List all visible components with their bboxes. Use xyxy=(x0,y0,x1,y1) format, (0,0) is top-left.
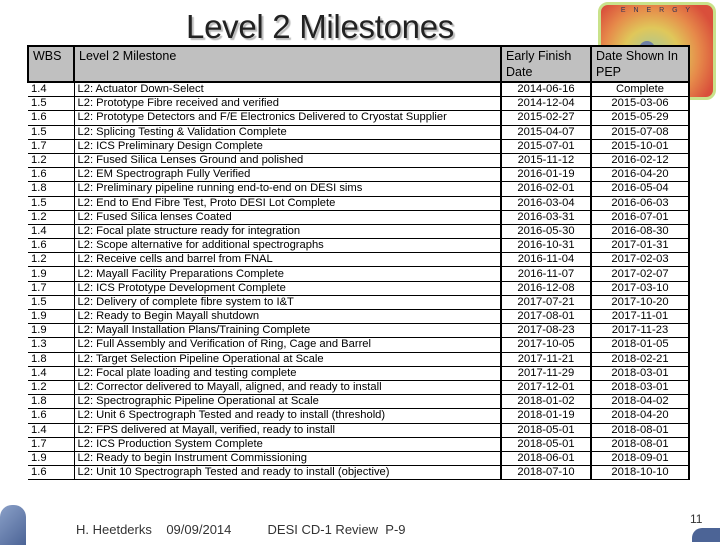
table-row xyxy=(28,466,689,480)
wbs-cell: 1.7 xyxy=(28,139,74,153)
early-finish-cell: 2015-04-07 xyxy=(501,125,591,139)
pep-date-cell: 2016-07-01 xyxy=(591,210,689,224)
pep-date-cell: 2018-09-01 xyxy=(591,451,689,465)
wbs-cell: 1.8 xyxy=(28,395,74,409)
pep-date-cell: 2017-02-03 xyxy=(591,253,689,267)
milestone-cell: L2: Mayall Facility Preparations Complete xyxy=(74,267,501,281)
wbs-cell: 1.4 xyxy=(28,366,74,380)
pep-date-cell: 2018-03-01 xyxy=(591,380,689,394)
wbs-cell: 1.5 xyxy=(28,125,74,139)
pep-date-cell: Complete xyxy=(591,82,689,97)
header-early-finish: Early Finish Date xyxy=(501,46,591,82)
pep-date-cell: 2017-10-20 xyxy=(591,295,689,309)
milestone-cell: L2: Prototype Detectors and F/E Electronics Delivered to Cryostat Supplier xyxy=(74,111,501,125)
wbs-cell: 1.2 xyxy=(28,380,74,394)
milestone-cell: L2: Mayall Installation Plans/Training Complete xyxy=(74,324,501,338)
early-finish-cell: 2017-08-01 xyxy=(501,310,591,324)
pep-date-cell: 2018-08-01 xyxy=(591,423,689,437)
page-number: 11 xyxy=(690,512,703,526)
milestone-cell: L2: ICS Prototype Development Complete xyxy=(74,281,501,295)
table-row xyxy=(28,210,689,224)
pep-date-cell: 2018-03-01 xyxy=(591,366,689,380)
wbs-cell: 1.6 xyxy=(28,111,74,125)
table-row xyxy=(28,182,689,196)
table-row xyxy=(28,82,689,97)
wbs-cell: 1.6 xyxy=(28,239,74,253)
early-finish-cell: 2016-02-01 xyxy=(501,182,591,196)
pep-date-cell: 2017-03-10 xyxy=(591,281,689,295)
table-row xyxy=(28,253,689,267)
milestone-cell: L2: EM Spectrograph Fully Verified xyxy=(74,168,501,182)
wbs-cell: 1.9 xyxy=(28,267,74,281)
table-row xyxy=(28,338,689,352)
table-row xyxy=(28,125,689,139)
pep-date-cell: 2015-03-06 xyxy=(591,97,689,111)
table-row xyxy=(28,380,689,394)
wbs-cell: 1.2 xyxy=(28,210,74,224)
early-finish-cell: 2018-05-01 xyxy=(501,423,591,437)
table-row xyxy=(28,451,689,465)
milestone-cell: L2: Spectrographic Pipeline Operational at Scale xyxy=(74,395,501,409)
wbs-cell: 1.9 xyxy=(28,324,74,338)
milestone-cell: L2: Full Assembly and Verification of Ring, Cage and Barrel xyxy=(74,338,501,352)
wbs-cell: 1.8 xyxy=(28,352,74,366)
wbs-cell: 1.5 xyxy=(28,97,74,111)
early-finish-cell: 2018-07-10 xyxy=(501,466,591,480)
milestone-cell: L2: ICS Production System Complete xyxy=(74,437,501,451)
early-finish-cell: 2014-06-16 xyxy=(501,82,591,97)
table-row xyxy=(28,310,689,324)
table-row xyxy=(28,97,689,111)
wbs-cell: 1.7 xyxy=(28,281,74,295)
pep-date-cell: 2018-01-05 xyxy=(591,338,689,352)
milestone-cell: L2: Ready to begin Instrument Commissioning xyxy=(74,451,501,465)
early-finish-cell: 2016-12-08 xyxy=(501,281,591,295)
milestone-cell: L2: Prototype Fibre received and verified xyxy=(74,97,501,111)
wbs-cell: 1.4 xyxy=(28,423,74,437)
wbs-cell: 1.7 xyxy=(28,437,74,451)
milestone-cell: L2: Fused Silica lenses Coated xyxy=(74,210,501,224)
logo-lettering: E N E R G Y xyxy=(620,7,694,14)
early-finish-cell: 2016-01-19 xyxy=(501,168,591,182)
milestone-cell: L2: Receive cells and barrel from FNAL xyxy=(74,253,501,267)
pep-date-cell: 2016-05-04 xyxy=(591,182,689,196)
pep-date-cell: 2015-07-08 xyxy=(591,125,689,139)
milestone-cell: L2: Focal plate loading and testing complete xyxy=(74,366,501,380)
milestone-cell: L2: Unit 10 Spectrograph Tested and ready to install (objective) xyxy=(74,466,501,480)
pep-date-cell: 2016-02-12 xyxy=(591,153,689,167)
pep-date-cell: 2018-04-20 xyxy=(591,409,689,423)
pep-date-cell: 2017-11-23 xyxy=(591,324,689,338)
early-finish-cell: 2017-11-29 xyxy=(501,366,591,380)
pep-date-cell: 2018-10-10 xyxy=(591,466,689,480)
pep-date-cell: 2017-02-07 xyxy=(591,267,689,281)
wbs-cell: 1.5 xyxy=(28,295,74,309)
pep-date-cell: 2016-04-20 xyxy=(591,168,689,182)
table-row xyxy=(28,196,689,210)
milestone-cell: L2: Splicing Testing & Validation Complete xyxy=(74,125,501,139)
wbs-cell: 1.2 xyxy=(28,153,74,167)
table-row xyxy=(28,352,689,366)
footer-date: 09/09/2014 xyxy=(166,522,232,537)
early-finish-cell: 2018-01-19 xyxy=(501,409,591,423)
table-row xyxy=(28,366,689,380)
early-finish-cell: 2017-11-21 xyxy=(501,352,591,366)
milestone-cell: L2: Corrector delivered to Mayall, aligned, and ready to install xyxy=(74,380,501,394)
early-finish-cell: 2015-07-01 xyxy=(501,139,591,153)
early-finish-cell: 2014-12-04 xyxy=(501,97,591,111)
pep-date-cell: 2018-04-02 xyxy=(591,395,689,409)
milestone-cell: L2: FPS delivered at Mayall, verified, ready to install xyxy=(74,423,501,437)
table-row xyxy=(28,437,689,451)
table-row xyxy=(28,224,689,238)
table-row xyxy=(28,409,689,423)
footer-author: H. Heetderks xyxy=(76,522,152,537)
table-row xyxy=(28,324,689,338)
early-finish-cell: 2017-07-21 xyxy=(501,295,591,309)
table-header-row xyxy=(28,46,689,82)
wbs-cell: 1.6 xyxy=(28,409,74,423)
wbs-cell: 1.4 xyxy=(28,82,74,97)
early-finish-cell: 2015-11-12 xyxy=(501,153,591,167)
early-finish-cell: 2016-05-30 xyxy=(501,224,591,238)
wbs-cell: 1.8 xyxy=(28,182,74,196)
early-finish-cell: 2017-08-23 xyxy=(501,324,591,338)
wbs-cell: 1.2 xyxy=(28,253,74,267)
milestone-cell: L2: Unit 6 Spectrograph Tested and ready to install (threshold) xyxy=(74,409,501,423)
early-finish-cell: 2018-05-01 xyxy=(501,437,591,451)
wbs-cell: 1.6 xyxy=(28,168,74,182)
pep-date-cell: 2016-06-03 xyxy=(591,196,689,210)
early-finish-cell: 2016-11-04 xyxy=(501,253,591,267)
decorative-figure-left xyxy=(0,505,26,545)
table-row xyxy=(28,395,689,409)
header-pep-date: Date Shown In PEP xyxy=(591,46,689,82)
milestone-cell: L2: Actuator Down-Select xyxy=(74,82,501,97)
table-row xyxy=(28,139,689,153)
table-row xyxy=(28,423,689,437)
milestone-cell: L2: ICS Preliminary Design Complete xyxy=(74,139,501,153)
header-wbs: WBS xyxy=(28,46,74,82)
table-row xyxy=(28,239,689,253)
milestone-cell: L2: Scope alternative for additional spectrographs xyxy=(74,239,501,253)
wbs-cell: 1.4 xyxy=(28,224,74,238)
table-row xyxy=(28,111,689,125)
milestone-cell: L2: Fused Silica Lenses Ground and polished xyxy=(74,153,501,167)
milestone-cell: L2: Ready to Begin Mayall shutdown xyxy=(74,310,501,324)
pep-date-cell: 2017-01-31 xyxy=(591,239,689,253)
table-row xyxy=(28,281,689,295)
milestones-table xyxy=(27,45,690,480)
table-row xyxy=(28,168,689,182)
table-row xyxy=(28,295,689,309)
header-milestone: Level 2 Milestone xyxy=(74,46,501,82)
pep-date-cell: 2015-05-29 xyxy=(591,111,689,125)
pep-date-cell: 2018-08-01 xyxy=(591,437,689,451)
wbs-cell: 1.9 xyxy=(28,310,74,324)
wbs-cell: 1.5 xyxy=(28,196,74,210)
page-title: Level 2 Milestones xyxy=(186,8,454,45)
table-row xyxy=(28,153,689,167)
pep-date-cell: 2017-11-01 xyxy=(591,310,689,324)
milestone-cell: L2: Preliminary pipeline running end-to-end on DESI sims xyxy=(74,182,501,196)
wbs-cell: 1.3 xyxy=(28,338,74,352)
pep-date-cell: 2018-02-21 xyxy=(591,352,689,366)
early-finish-cell: 2016-10-31 xyxy=(501,239,591,253)
early-finish-cell: 2018-06-01 xyxy=(501,451,591,465)
pep-date-cell: 2015-10-01 xyxy=(591,139,689,153)
early-finish-cell: 2017-12-01 xyxy=(501,380,591,394)
table-row xyxy=(28,267,689,281)
milestone-cell: L2: Focal plate structure ready for integration xyxy=(74,224,501,238)
early-finish-cell: 2018-01-02 xyxy=(501,395,591,409)
early-finish-cell: 2016-03-04 xyxy=(501,196,591,210)
footer xyxy=(76,522,406,537)
early-finish-cell: 2016-11-07 xyxy=(501,267,591,281)
milestone-cell: L2: End to End Fibre Test, Proto DESI Lot Complete xyxy=(74,196,501,210)
milestone-cell: L2: Delivery of complete fibre system to I&T xyxy=(74,295,501,309)
wbs-cell: 1.9 xyxy=(28,451,74,465)
early-finish-cell: 2016-03-31 xyxy=(501,210,591,224)
early-finish-cell: 2017-10-05 xyxy=(501,338,591,352)
footer-review: DESI CD-1 Review P-9 xyxy=(267,522,406,537)
early-finish-cell: 2015-02-27 xyxy=(501,111,591,125)
milestone-cell: L2: Target Selection Pipeline Operational at Scale xyxy=(74,352,501,366)
wbs-cell: 1.6 xyxy=(28,466,74,480)
pep-date-cell: 2016-08-30 xyxy=(591,224,689,238)
